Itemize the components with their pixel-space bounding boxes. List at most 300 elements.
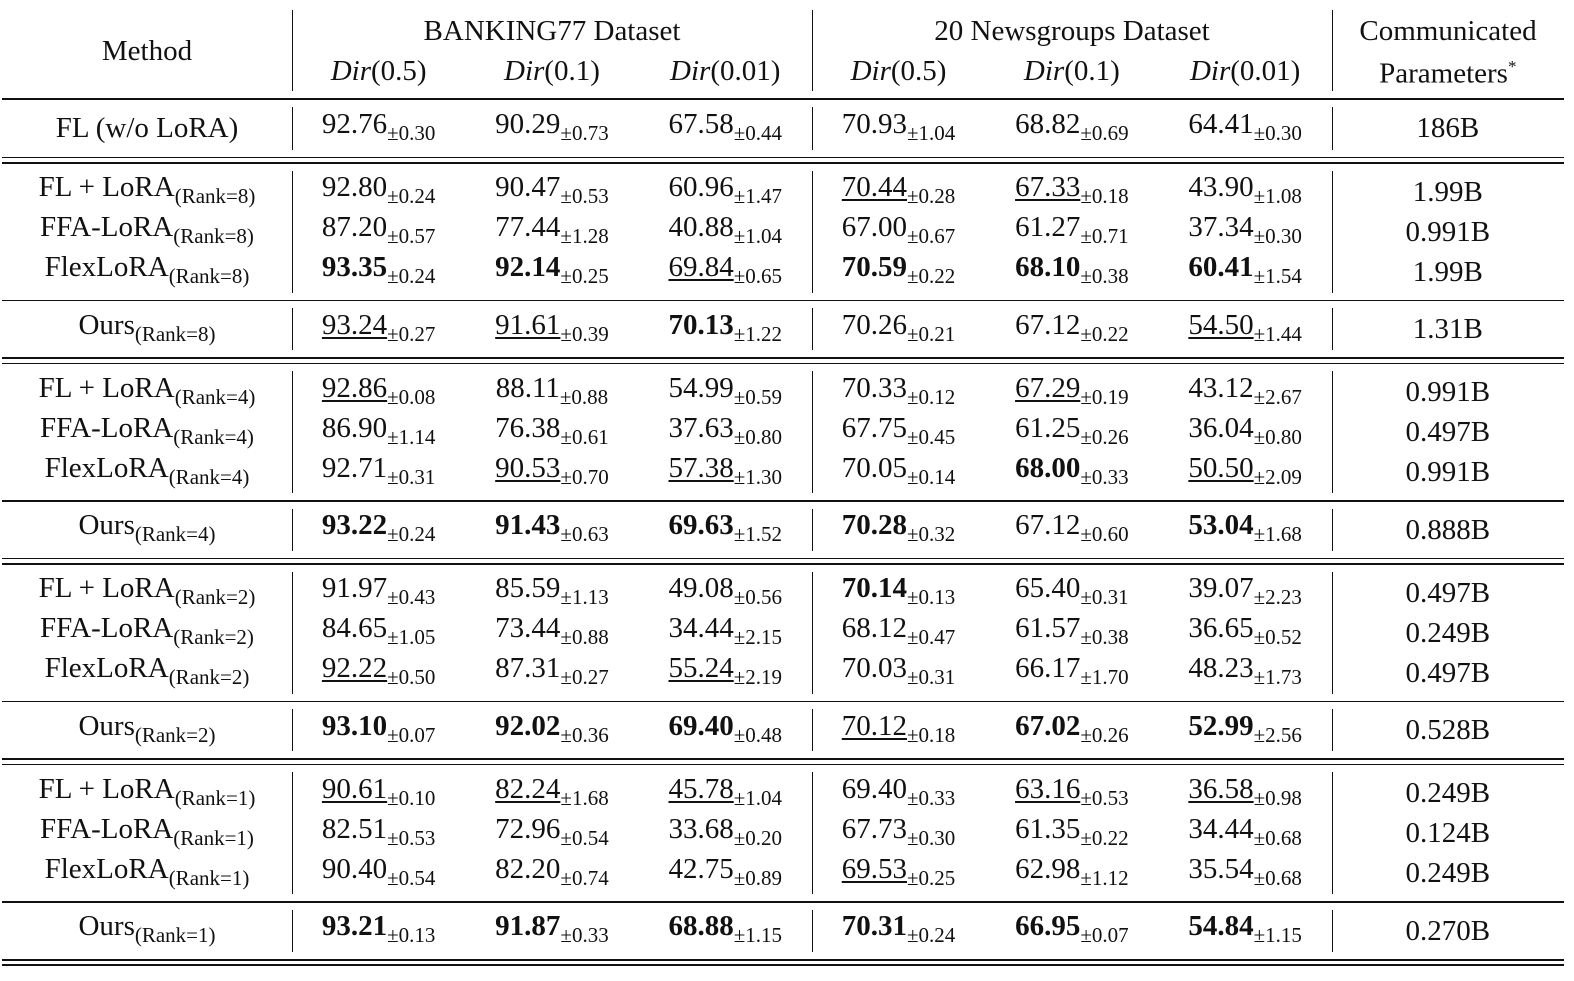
params-cell: 1.31B bbox=[1412, 313, 1483, 346]
score-std: ±0.26 bbox=[1080, 424, 1129, 449]
score-cell bbox=[812, 906, 985, 955]
table-row bbox=[2, 853, 1564, 893]
score-std: ±0.30 bbox=[1253, 120, 1302, 145]
score-std: ±1.13 bbox=[560, 585, 609, 610]
method-rank: (Rank=1) bbox=[168, 865, 250, 890]
score-mean: 61.25 bbox=[1015, 411, 1081, 444]
dir-alpha: (0.5) bbox=[371, 54, 427, 87]
score-std: ±0.22 bbox=[907, 264, 956, 289]
score-std: ±2.09 bbox=[1253, 464, 1302, 489]
score-mean: 54.84 bbox=[1188, 910, 1254, 943]
params-cell: 0.497B bbox=[1405, 416, 1491, 449]
params-cell: 1.99B bbox=[1412, 255, 1483, 288]
dir-alpha: (0.01) bbox=[710, 54, 781, 87]
score-std: ±0.71 bbox=[1080, 224, 1129, 249]
score-mean: 67.73 bbox=[841, 812, 908, 845]
score-mean: 82.51 bbox=[321, 812, 388, 845]
score-cell bbox=[812, 648, 985, 697]
score-mean: 69.84 bbox=[668, 251, 734, 284]
divider bbox=[2, 758, 1564, 765]
score-std: ±0.43 bbox=[387, 585, 436, 610]
score-mean: 60.41 bbox=[1188, 251, 1254, 284]
score-std: ±0.52 bbox=[1253, 625, 1302, 650]
score-std: ±0.53 bbox=[387, 825, 436, 850]
score-mean: 61.35 bbox=[1015, 812, 1081, 845]
params-cell: 0.124B bbox=[1405, 817, 1491, 850]
score-cell bbox=[465, 849, 638, 898]
score-cell bbox=[1158, 247, 1331, 296]
params-cell: 0.991B bbox=[1405, 376, 1491, 409]
table-row bbox=[2, 172, 1564, 212]
score-mean: 91.87 bbox=[495, 910, 561, 943]
score-cell bbox=[812, 448, 985, 497]
results-table bbox=[2, 0, 1564, 966]
header-dir-2 bbox=[639, 51, 812, 91]
row-block bbox=[2, 702, 1564, 758]
header-dir-5 bbox=[1158, 51, 1331, 91]
score-mean: 36.58 bbox=[1188, 772, 1254, 805]
score-std: ±0.08 bbox=[387, 384, 436, 409]
score-cell bbox=[639, 706, 812, 755]
score-std: ±0.30 bbox=[387, 120, 436, 145]
score-mean: 62.98 bbox=[1015, 852, 1081, 885]
score-mean: 82.24 bbox=[495, 772, 561, 805]
score-cell bbox=[812, 104, 985, 153]
divider bbox=[2, 959, 1564, 966]
score-cell bbox=[812, 849, 985, 898]
score-mean: 68.12 bbox=[841, 612, 908, 645]
method-cell bbox=[2, 108, 292, 148]
score-mean: 68.10 bbox=[1015, 251, 1081, 284]
score-std: ±1.44 bbox=[1253, 321, 1302, 346]
params-cell: 0.991B bbox=[1405, 215, 1491, 248]
score-mean: 92.76 bbox=[321, 107, 388, 140]
dir-label: Dir bbox=[504, 54, 545, 87]
score-std: ±0.47 bbox=[907, 625, 956, 650]
score-std: ±0.80 bbox=[733, 424, 782, 449]
score-mean: 93.24 bbox=[321, 308, 388, 341]
score-cell bbox=[292, 305, 465, 354]
score-mean: 61.57 bbox=[1015, 612, 1081, 645]
score-cell bbox=[1158, 448, 1331, 497]
score-std: ±1.08 bbox=[1253, 184, 1302, 209]
score-cell bbox=[465, 648, 638, 697]
score-std: ±0.25 bbox=[907, 865, 956, 890]
score-cell bbox=[292, 104, 465, 153]
score-mean: 67.12 bbox=[1015, 308, 1081, 341]
ours-row bbox=[2, 309, 1564, 349]
score-mean: 68.00 bbox=[1015, 451, 1081, 484]
footnote-mark: * bbox=[1507, 57, 1517, 77]
score-mean: 90.53 bbox=[495, 451, 561, 484]
score-std: ±1.68 bbox=[560, 785, 609, 810]
table-row bbox=[2, 613, 1564, 653]
score-cell bbox=[465, 247, 638, 296]
params-cell: 186B bbox=[1416, 112, 1480, 145]
score-mean: 70.93 bbox=[841, 107, 908, 140]
score-cell bbox=[985, 906, 1158, 955]
dir-alpha: (0.5) bbox=[890, 54, 947, 87]
score-std: ±1.04 bbox=[907, 120, 956, 145]
score-std: ±0.18 bbox=[907, 722, 956, 747]
method-rank: (Rank=1) bbox=[134, 923, 216, 948]
score-mean: 92.80 bbox=[321, 171, 388, 204]
row-block bbox=[2, 502, 1564, 558]
params-cell: 0.888B bbox=[1405, 513, 1491, 546]
score-std: ±0.31 bbox=[1080, 585, 1129, 610]
table-row bbox=[2, 813, 1564, 853]
score-mean: 70.44 bbox=[841, 171, 908, 204]
method-cell bbox=[2, 305, 292, 354]
score-cell bbox=[639, 849, 812, 898]
score-mean: 64.41 bbox=[1188, 107, 1254, 140]
score-mean: 54.99 bbox=[668, 371, 734, 404]
score-mean: 86.90 bbox=[321, 411, 388, 444]
method-rank: (Rank=1) bbox=[173, 825, 254, 850]
score-std: ±1.15 bbox=[733, 923, 782, 948]
divider bbox=[2, 157, 1564, 164]
score-mean: 42.75 bbox=[668, 852, 734, 885]
method-name: FlexLoRA bbox=[44, 251, 169, 284]
row-block bbox=[2, 100, 1564, 157]
score-std: ±0.73 bbox=[560, 120, 609, 145]
dir-label: Dir bbox=[1023, 54, 1065, 87]
score-cell bbox=[292, 706, 465, 755]
score-cell bbox=[292, 505, 465, 554]
score-mean: 43.12 bbox=[1188, 371, 1254, 404]
score-std: ±1.15 bbox=[1253, 923, 1302, 948]
score-mean: 93.21 bbox=[321, 910, 388, 943]
method-name: Ours bbox=[78, 910, 135, 943]
method-name: FFA-LoRA bbox=[40, 612, 174, 645]
score-mean: 55.24 bbox=[668, 652, 734, 685]
score-std: ±0.13 bbox=[907, 585, 956, 610]
score-mean: 67.12 bbox=[1015, 509, 1081, 542]
score-mean: 48.23 bbox=[1188, 652, 1254, 685]
score-std: ±0.12 bbox=[907, 384, 956, 409]
score-std: ±0.38 bbox=[1080, 625, 1129, 650]
method-rank: (Rank=4) bbox=[173, 424, 254, 449]
method-rank: (Rank=4) bbox=[174, 384, 256, 409]
score-std: ±0.53 bbox=[1080, 785, 1129, 810]
score-std: ±0.31 bbox=[387, 464, 436, 489]
method-name: FL (w/o LoRA) bbox=[55, 112, 239, 145]
score-mean: 53.04 bbox=[1188, 509, 1254, 542]
score-std: ±0.24 bbox=[387, 184, 436, 209]
score-mean: 67.29 bbox=[1015, 371, 1081, 404]
score-std: ±0.22 bbox=[1080, 321, 1129, 346]
score-cell bbox=[985, 305, 1158, 354]
score-mean: 70.03 bbox=[841, 652, 908, 685]
score-mean: 70.28 bbox=[841, 509, 908, 542]
score-std: ±0.19 bbox=[1080, 384, 1129, 409]
score-std: ±0.57 bbox=[387, 224, 436, 249]
score-cell bbox=[639, 505, 812, 554]
score-std: ±0.61 bbox=[560, 424, 609, 449]
score-std: ±0.65 bbox=[733, 264, 782, 289]
score-mean: 67.58 bbox=[668, 107, 734, 140]
score-std: ±1.04 bbox=[733, 224, 782, 249]
score-mean: 90.29 bbox=[495, 107, 561, 140]
score-mean: 92.02 bbox=[495, 709, 561, 742]
ours-row bbox=[2, 510, 1564, 550]
score-mean: 92.71 bbox=[321, 451, 388, 484]
method-cell bbox=[2, 706, 292, 755]
score-std: ±0.33 bbox=[907, 785, 956, 810]
score-cell bbox=[465, 906, 638, 955]
score-std: ±0.07 bbox=[387, 722, 436, 747]
params-label: Parameters bbox=[1379, 57, 1508, 90]
score-std: ±0.24 bbox=[907, 923, 956, 948]
header-params-line1: Communicated bbox=[1359, 14, 1537, 47]
score-cell bbox=[985, 448, 1158, 497]
method-cell bbox=[2, 505, 292, 554]
score-std: ±0.69 bbox=[1080, 120, 1129, 145]
score-mean: 54.50 bbox=[1188, 308, 1254, 341]
score-mean: 85.59 bbox=[495, 572, 561, 605]
params-cell: 0.528B bbox=[1405, 714, 1491, 747]
score-cell bbox=[812, 706, 985, 755]
score-cell bbox=[812, 305, 985, 354]
score-std: ±0.60 bbox=[1080, 522, 1129, 547]
score-std: ±0.33 bbox=[1080, 464, 1129, 489]
method-cell bbox=[2, 906, 292, 955]
score-std: ±0.59 bbox=[733, 384, 782, 409]
score-mean: 65.40 bbox=[1015, 572, 1081, 605]
score-mean: 69.40 bbox=[841, 772, 908, 805]
score-std: ±0.89 bbox=[733, 865, 782, 890]
score-std: ±0.36 bbox=[560, 722, 609, 747]
method-rank: (Rank=2) bbox=[134, 722, 216, 747]
score-cell bbox=[292, 906, 465, 955]
score-cell bbox=[292, 849, 465, 898]
table-row bbox=[2, 653, 1564, 693]
score-std: ±0.68 bbox=[1253, 825, 1302, 850]
score-cell bbox=[639, 648, 812, 697]
score-mean: 37.34 bbox=[1188, 211, 1254, 244]
score-std: ±0.88 bbox=[559, 384, 609, 409]
method-cell bbox=[2, 448, 292, 497]
method-cell bbox=[2, 648, 292, 697]
score-mean: 60.96 bbox=[668, 171, 734, 204]
score-std: ±0.26 bbox=[1080, 722, 1129, 747]
method-rank: (Rank=2) bbox=[174, 585, 256, 610]
table-row bbox=[2, 252, 1564, 292]
row-block bbox=[2, 301, 1564, 357]
score-std: ±1.68 bbox=[1253, 522, 1302, 547]
header-method: Method bbox=[101, 34, 193, 67]
score-std: ±0.54 bbox=[387, 865, 436, 890]
score-cell bbox=[1158, 104, 1331, 153]
params-cell: 0.270B bbox=[1405, 914, 1491, 947]
score-mean: 92.14 bbox=[495, 251, 561, 284]
score-cell bbox=[465, 505, 638, 554]
score-mean: 77.44 bbox=[495, 211, 561, 244]
header-dir-4 bbox=[985, 51, 1158, 91]
method-name: Ours bbox=[78, 709, 135, 742]
score-std: ±0.24 bbox=[387, 522, 436, 547]
table-row bbox=[2, 573, 1564, 613]
score-cell bbox=[639, 906, 812, 955]
dir-alpha: (0.1) bbox=[1064, 54, 1120, 87]
score-std: ±0.20 bbox=[733, 825, 782, 850]
method-rank: (Rank=2) bbox=[168, 665, 250, 690]
score-cell bbox=[812, 247, 985, 296]
score-mean: 66.95 bbox=[1015, 910, 1081, 943]
params-cell: 0.249B bbox=[1405, 857, 1491, 890]
score-mean: 70.59 bbox=[841, 251, 908, 284]
score-std: ±0.13 bbox=[387, 923, 436, 948]
score-cell bbox=[1158, 906, 1331, 955]
method-name: FFA-LoRA bbox=[40, 411, 174, 444]
score-cell bbox=[639, 305, 812, 354]
score-mean: 37.63 bbox=[668, 411, 734, 444]
score-mean: 70.05 bbox=[841, 451, 908, 484]
method-rank: (Rank=8) bbox=[134, 321, 216, 346]
params-cell: 0.991B bbox=[1405, 456, 1491, 489]
score-mean: 90.61 bbox=[321, 772, 388, 805]
score-std: ±1.12 bbox=[1080, 865, 1129, 890]
method-name: FFA-LoRA bbox=[40, 812, 174, 845]
divider bbox=[2, 558, 1564, 565]
dir-label: Dir bbox=[330, 54, 371, 87]
score-mean: 36.04 bbox=[1188, 411, 1254, 444]
score-std: ±0.25 bbox=[560, 264, 609, 289]
score-mean: 67.00 bbox=[841, 211, 908, 244]
score-std: ±0.27 bbox=[560, 665, 609, 690]
score-mean: 76.38 bbox=[495, 411, 561, 444]
score-mean: 70.26 bbox=[841, 308, 908, 341]
score-mean: 52.99 bbox=[1188, 709, 1254, 742]
score-mean: 93.35 bbox=[321, 251, 388, 284]
score-mean: 49.08 bbox=[668, 572, 734, 605]
score-std: ±0.27 bbox=[387, 321, 436, 346]
score-std: ±0.68 bbox=[1253, 865, 1302, 890]
score-mean: 67.75 bbox=[841, 411, 908, 444]
header-dir-3 bbox=[812, 51, 985, 91]
method-name: FL + LoRA bbox=[38, 171, 175, 204]
score-cell bbox=[985, 247, 1158, 296]
score-std: ±1.14 bbox=[387, 424, 436, 449]
score-cell bbox=[639, 448, 812, 497]
score-std: ±2.56 bbox=[1253, 722, 1302, 747]
header-dataset-banking77: BANKING77 Dataset bbox=[423, 14, 681, 47]
method-name: FlexLoRA bbox=[44, 451, 169, 484]
score-mean: 87.31 bbox=[495, 652, 561, 685]
score-std: ±1.52 bbox=[733, 522, 782, 547]
score-mean: 91.43 bbox=[495, 509, 561, 542]
score-std: ±1.05 bbox=[387, 625, 436, 650]
score-std: ±1.22 bbox=[733, 321, 782, 346]
score-std: ±0.98 bbox=[1253, 785, 1302, 810]
score-cell bbox=[465, 448, 638, 497]
score-std: ±0.88 bbox=[560, 625, 609, 650]
row-block bbox=[2, 364, 1564, 500]
score-std: ±0.31 bbox=[907, 665, 956, 690]
score-mean: 87.20 bbox=[321, 211, 388, 244]
score-mean: 88.11 bbox=[495, 371, 560, 404]
score-cell bbox=[1158, 648, 1331, 697]
method-rank: (Rank=8) bbox=[174, 184, 256, 209]
score-mean: 72.96 bbox=[495, 812, 561, 845]
dir-label: Dir bbox=[1189, 54, 1231, 87]
score-cell bbox=[465, 706, 638, 755]
method-name: FlexLoRA bbox=[44, 652, 169, 685]
dir-alpha: (0.1) bbox=[544, 54, 600, 87]
score-std: ±2.15 bbox=[733, 625, 782, 650]
params-cell: 1.99B bbox=[1412, 175, 1483, 208]
ours-row bbox=[2, 710, 1564, 750]
score-std: ±0.80 bbox=[1253, 424, 1302, 449]
score-std: ±0.38 bbox=[1080, 264, 1129, 289]
score-cell bbox=[1158, 849, 1331, 898]
score-cell bbox=[465, 104, 638, 153]
method-name: FL + LoRA bbox=[38, 772, 175, 805]
score-std: ±1.47 bbox=[733, 184, 782, 209]
score-mean: 70.33 bbox=[841, 371, 908, 404]
score-cell bbox=[1158, 305, 1331, 354]
score-mean: 40.88 bbox=[668, 211, 734, 244]
score-cell bbox=[1158, 505, 1331, 554]
score-std: ±0.14 bbox=[907, 464, 956, 489]
score-mean: 69.63 bbox=[668, 509, 734, 542]
score-std: ±0.24 bbox=[387, 264, 436, 289]
params-cell: 0.497B bbox=[1405, 656, 1491, 689]
score-mean: 93.22 bbox=[321, 509, 388, 542]
score-std: ±0.07 bbox=[1080, 923, 1129, 948]
score-std: ±1.04 bbox=[733, 785, 782, 810]
score-mean: 34.44 bbox=[1188, 812, 1254, 845]
header-dir-0 bbox=[292, 51, 465, 91]
score-mean: 45.78 bbox=[668, 772, 734, 805]
score-mean: 57.38 bbox=[668, 451, 734, 484]
params-cell: 0.249B bbox=[1405, 616, 1491, 649]
score-std: ±1.28 bbox=[560, 224, 609, 249]
header-dir-1 bbox=[465, 51, 638, 91]
table-row bbox=[2, 773, 1564, 813]
row-block bbox=[2, 565, 1564, 701]
score-std: ±2.19 bbox=[733, 665, 782, 690]
table-row bbox=[2, 452, 1564, 492]
score-std: ±0.33 bbox=[560, 923, 609, 948]
score-mean: 82.20 bbox=[495, 852, 561, 885]
score-mean: 92.22 bbox=[321, 652, 388, 685]
table-row bbox=[2, 412, 1564, 452]
score-std: ±1.73 bbox=[1253, 665, 1302, 690]
score-std: ±2.67 bbox=[1253, 384, 1302, 409]
score-mean: 73.44 bbox=[495, 612, 561, 645]
score-cell bbox=[985, 505, 1158, 554]
score-std: ±0.53 bbox=[560, 184, 609, 209]
method-name: FlexLoRA bbox=[44, 852, 169, 885]
score-std: ±0.70 bbox=[560, 464, 609, 489]
header-params-line2 bbox=[1332, 47, 1564, 94]
score-std: ±1.70 bbox=[1080, 665, 1129, 690]
score-cell bbox=[292, 448, 465, 497]
score-mean: 90.40 bbox=[321, 852, 388, 885]
params-cell: 0.249B bbox=[1405, 777, 1491, 810]
score-cell bbox=[985, 104, 1158, 153]
score-mean: 70.31 bbox=[841, 910, 908, 943]
params-cell: 0.497B bbox=[1405, 576, 1491, 609]
score-mean: 61.27 bbox=[1015, 211, 1081, 244]
method-rank: (Rank=1) bbox=[174, 785, 256, 810]
score-mean: 70.12 bbox=[841, 709, 908, 742]
score-mean: 67.02 bbox=[1015, 709, 1081, 742]
score-std: ±1.30 bbox=[733, 464, 782, 489]
score-cell bbox=[292, 648, 465, 697]
row-block bbox=[2, 765, 1564, 901]
